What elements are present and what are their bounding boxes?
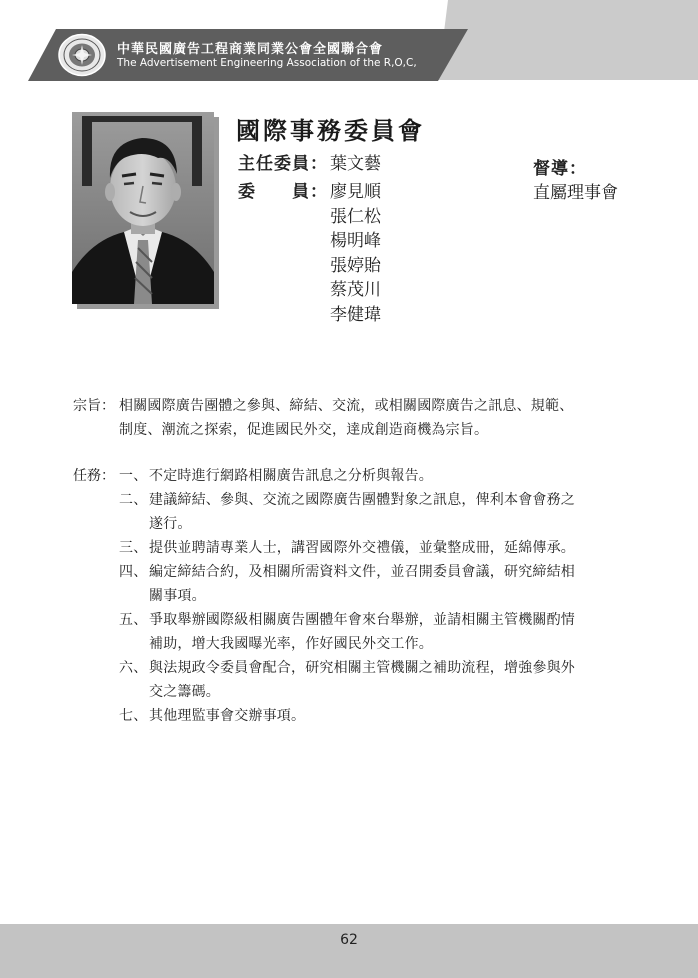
task-line: 其他理監事會交辦事項。	[149, 708, 306, 724]
member-name: 廖見順	[330, 182, 381, 202]
member-name: 蔡茂川	[330, 280, 381, 301]
purpose-line: 相關國際廣告團體之參與、締結、交流，或相關國際廣告之訊息、規範、	[119, 398, 574, 414]
purpose-line: 制度、潮流之探索，促進國民外交，達成創造商機為宗旨。	[119, 422, 489, 438]
task-line: 補助，增大我國曝光率，作好國民外交工作。	[149, 636, 433, 652]
member-list	[330, 180, 381, 328]
committee-title: 國際事務委員會	[236, 117, 425, 145]
organization-name-english: The Advertisement Engineering Association of the R,O,C,	[117, 57, 417, 69]
task-line: 建議締結、參與、交流之國際廣告團體對象之訊息，俾利本會會務之	[149, 492, 575, 508]
task-line: 關事項。	[149, 588, 206, 604]
member-name: 張仁松	[330, 206, 381, 227]
task-line: 與法規政令委員會配合，研究相關主管機關之補助流程，增強參與外	[149, 660, 575, 676]
task-line: 遂行。	[149, 516, 192, 532]
association-emblem-icon	[57, 33, 107, 77]
task-number: 一、	[119, 468, 148, 484]
chair-name: 葉文藝	[330, 154, 381, 174]
member-name: 張婷貽	[330, 255, 381, 276]
members-row	[238, 180, 381, 328]
purpose-label: 宗旨：	[73, 398, 115, 414]
task-line: 提供並聘請專業人士，講習國際外交禮儀，並彙整成冊，延綿傳承。	[149, 540, 575, 556]
task-number: 六、	[119, 660, 148, 676]
portrait-photo	[72, 112, 214, 304]
task-line: 編定締結合約，及相關所需資料文件，並召開委員會議，研究締結相	[149, 564, 575, 580]
member-name: 楊明峰	[330, 231, 381, 252]
supervisor-value: 直屬理事會	[533, 183, 618, 203]
task-line: 不定時進行網路相關廣告訊息之分析與報告。	[149, 468, 433, 484]
members-label: 委 員：	[238, 182, 328, 202]
task-number: 三、	[119, 540, 148, 556]
task-number: 七、	[119, 708, 148, 724]
task-number: 四、	[119, 564, 148, 580]
page-number: 62	[340, 932, 358, 948]
task-number: 五、	[119, 612, 148, 628]
chair-row	[238, 152, 381, 177]
task-line: 爭取舉辦國際級相關廣告團體年會來台舉辦，並請相關主管機關酌情	[149, 612, 575, 628]
supervisor-label: 督導：	[533, 159, 587, 179]
chair-label: 主任委員：	[238, 154, 328, 174]
task-line: 交之籌碼。	[149, 684, 220, 700]
task-number: 二、	[119, 492, 148, 508]
organization-name: 中華民國廣告工程商業同業公會全國聯合會	[117, 42, 384, 57]
member-name: 李健瑋	[330, 304, 381, 325]
tasks-label: 任務：	[73, 468, 115, 484]
